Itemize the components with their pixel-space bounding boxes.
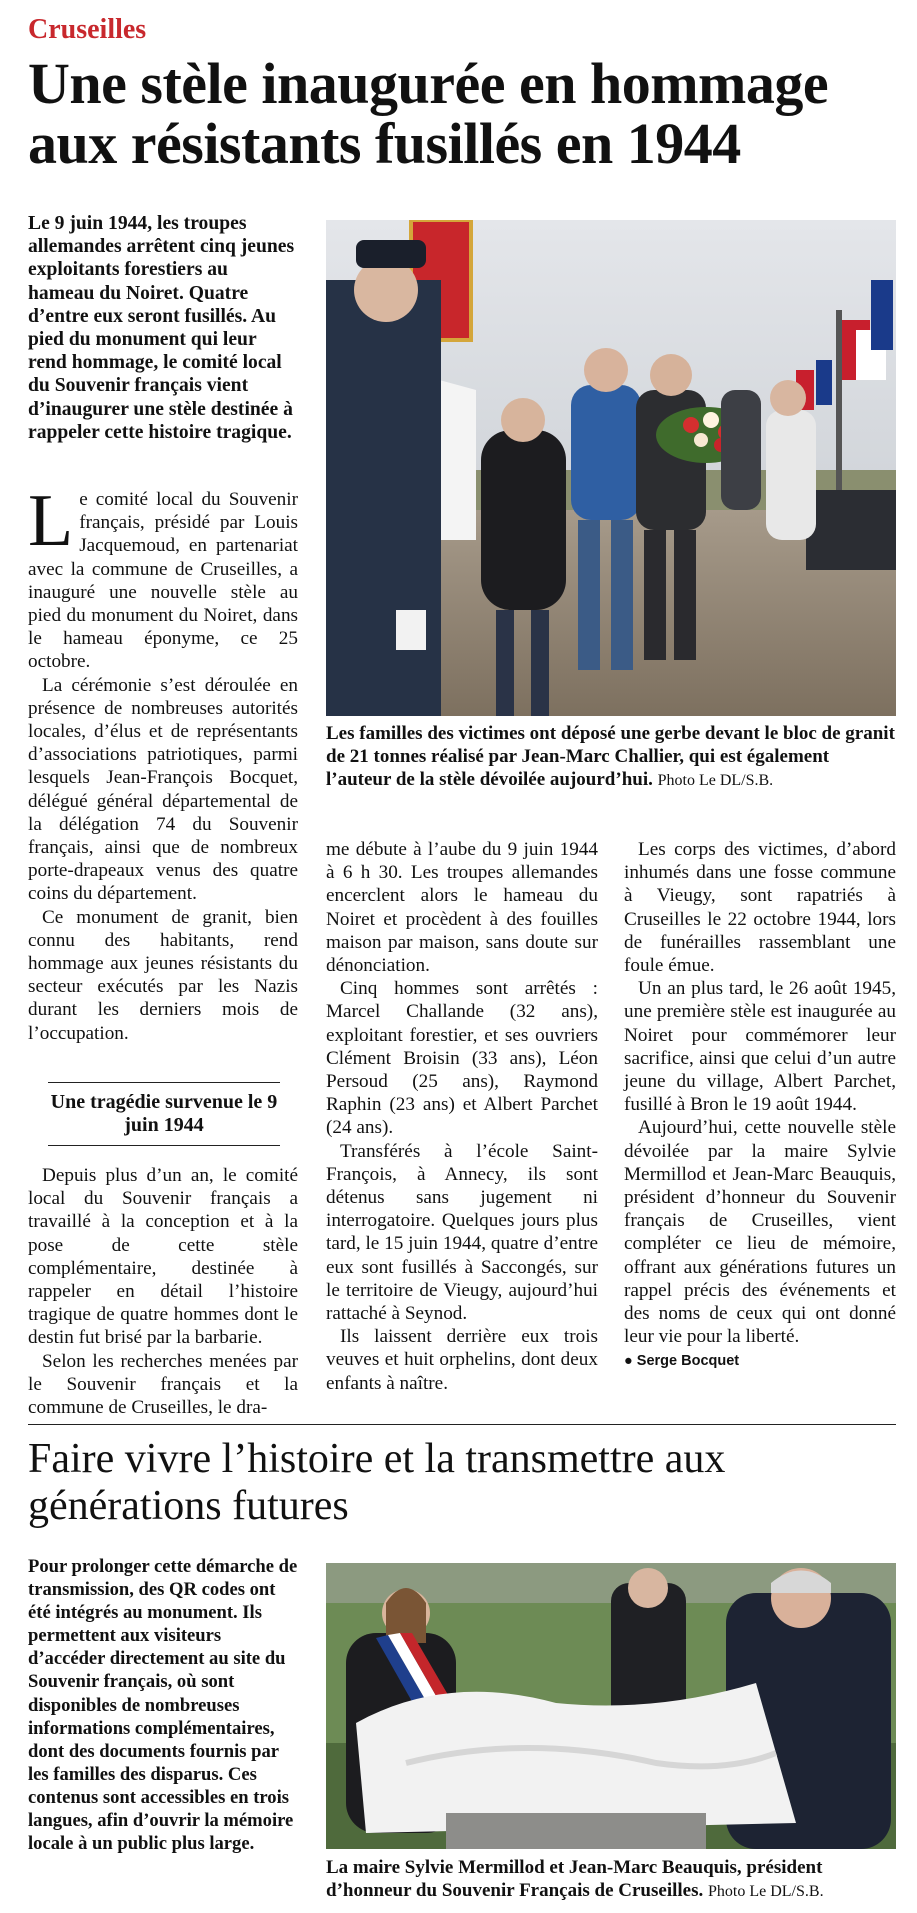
body-paragraph: Ils laissent derrière eux trois veuves et huit orphelins, dont deux enfants à naître. (326, 1326, 598, 1394)
article-column-3 (624, 838, 896, 1374)
photo-credit: Photo Le DL/S.B. (657, 772, 774, 789)
photo-credit: Photo Le DL/S.B. (708, 1883, 824, 1900)
section-divider (28, 1424, 896, 1425)
page-title: Une stèle inaugurée en hommage aux résistants fusillés en 1944 (28, 51, 829, 176)
second-headline: Faire vivre l’histoire et la transmettre aux générations futures (28, 1436, 726, 1529)
section-kicker: Cruseilles (28, 14, 147, 45)
article-column-1 (28, 480, 298, 1045)
article-column-2 (326, 838, 598, 1395)
body-paragraph: Selon les recherches menées par le Souvenir français et la commune de Cruseilles, le dra- (28, 1350, 298, 1419)
body-paragraph: Les corps des victimes, d’abord inhumés dans une fosse commune à Vieugy, sont rapatriés à Cruseilles le 22 octobre 1944, lors de funérailles rassemblant une foule émue. (624, 839, 896, 977)
body-paragraph: La cérémonie s’est déroulée en présence de nombreuses autorités locales, d’élus et de représentants d’associations patriotiques, parmi lesquels Jean-François Bocquet, délégué général départemental de la délégation 74 du Souvenir français, ainsi que de nombreux porte-drapeaux venus des quatre coins du département. (28, 674, 298, 905)
body-paragraph: Cinq hommes sont arrêtés : Marcel Challande (32 ans), exploitant forestier, et ses ouvriers Clément Broisin (33 ans), Léon Persoud (25 ans), Raymond Raphin (23 ans) et Albert Parchet (24 ans). (326, 978, 598, 1139)
photo-caption (326, 722, 896, 792)
photo-caption (326, 1856, 896, 1903)
body-paragraph: Depuis plus d’un an, le comité local du Souvenir français a travaillé à la conception et à la pose de cette stèle complémentaire, destinée à rappeler en détail l’histoire tragique de quatre hommes dont le destin fut brisé par la barbarie. (28, 1165, 298, 1349)
article-column-1-continued (28, 1164, 298, 1419)
body-paragraph: Un an plus tard, le 26 août 1945, une première stèle est inaugurée au Noiret pour commémorer leur sacrifice, ainsi que celui d’un autre jeune du village, Albert Parchet, fusillé à Bron le 19 août 1944. (624, 978, 896, 1116)
lead-paragraph: Le 9 juin 1944, les troupes allemandes arrêtent cinq jeunes exploitants forestiers au hameau du Noiret. Quatre d’entre eux seront fusillés. Au pied du monument qui leur rend hommage, le comité local du Souvenir français vient d’inaugurer une stèle destinée à rappeler cette histoire tragique. (28, 213, 295, 443)
ceremony-photo (326, 220, 896, 716)
author-signature: ● Serge Bocquet (624, 1353, 740, 1370)
body-paragraph: Aujourd’hui, cette nouvelle stèle dévoilée par la maire Sylvie Mermillod et Jean-Marc Beauquis, président d’honneur du Souvenir français de Cruseilles, vient compléter ce lieu de mémoire, offrant aux générations futures un rappel précis des événements et des noms de ceux qui ont donné leur vie pour la liberté. (624, 1117, 896, 1348)
body-paragraph: me débute à l’aube du 9 juin 1944 à 6 h 30. Les troupes allemandes encerclent alors le hameau du Noiret et procèdent à des fouilles maison par maison, sans doute sur dénonciation. (326, 839, 598, 977)
paragraph-text: e comité local du Souvenir français, présidé par Louis Jacquemoud, en partenariat avec la commune de Cruseilles, a inauguré une nouvelle stèle au pied du monument du Noiret, dans le hameau éponyme, ce 25 octobre. (28, 489, 298, 673)
drop-cap: L (28, 480, 74, 562)
photo-caption-text: Les familles des victimes ont déposé une gerbe devant le bloc de granit de 21 tonnes réalisé par Jean-Marc Challier, qui est également l’auteur de la stèle dévoilée aujourd’hui. (326, 723, 895, 790)
author-name: Serge Bocquet (636, 1353, 740, 1370)
ceremony-photo-illustration (326, 220, 896, 716)
unveiling-photo-illustration (326, 1563, 896, 1849)
photo-caption-text: La maire Sylvie Mermillod et Jean-Marc Beauquis, président d’honneur du Souvenir Français de Cruseilles. (326, 1857, 823, 1901)
body-paragraph: Transférés à l’école Saint-François, à Annecy, ils sont détenus sans jugement ni interrogatoire. Quelques jours plus tard, le 15 juin 1944, quatre d’entre eux sont fusillés à Saccongés, sur le territoire de Vieugy, aujourd’hui rattaché à Seynod. (326, 1140, 598, 1325)
body-paragraph: Ce monument de granit, bien connu des habitants, rend hommage aux jeunes résistants du secteur exécutés par les Nazis durant les derniers mois de l’occupation. (28, 906, 298, 1044)
second-lead-paragraph: Pour prolonger cette démarche de transmission, des QR codes ont été intégrés au monument. Ils permettent aux visiteurs d’accéder directement au site du Souvenir français, où sont disponibles de nombreuses informations complémentaires, dont des documents fournis par les familles des disparus. Ces contenus sont accessibles en trois langues, afin d’ouvrir la mémoire locale à un public plus large. (28, 1556, 298, 1855)
unveiling-photo (326, 1563, 896, 1849)
body-paragraph (28, 480, 298, 674)
subheading: Une tragédie survenue le 9 juin 1944 (48, 1082, 280, 1146)
